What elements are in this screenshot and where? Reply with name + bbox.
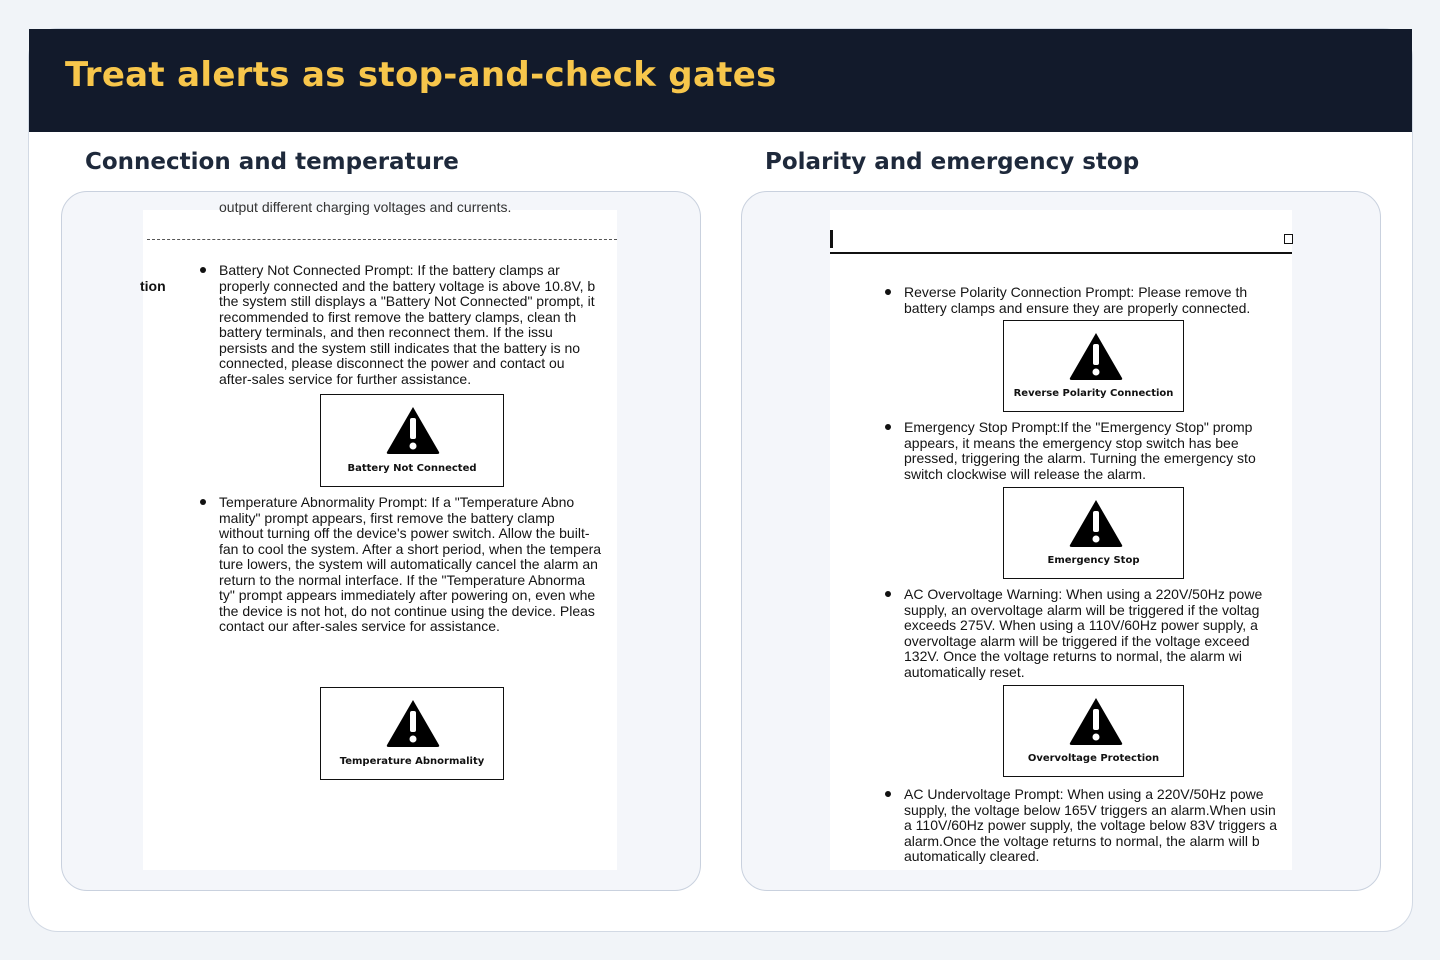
- alert-caption: Emergency Stop: [1047, 555, 1140, 566]
- dashed-divider: [147, 239, 617, 240]
- title-banner: [29, 29, 1412, 132]
- paragraph-line: AC Undervoltage Prompt: When using a 220V/50Hz powe: [904, 786, 1264, 802]
- slide-title: Treat alerts as stop-and-check gates: [65, 55, 777, 95]
- alert-caption: Temperature Abnormality: [339, 756, 485, 767]
- paragraph-line: the device is not hot, do not continue using the device. Pleas: [219, 602, 595, 619]
- paragraph-line: ture lowers, the system will automatically cancel the alarm an: [219, 556, 598, 572]
- paragraph-line: Emergency Stop Prompt:If the "Emergency Stop" promp: [904, 419, 1253, 435]
- header-mark: [830, 230, 833, 248]
- alert-caption: Overvoltage Protection: [1027, 753, 1160, 764]
- paragraph-line: without turning off the device's power switch. Allow the built-: [219, 525, 590, 541]
- ac-overvoltage-paragraph: [904, 587, 1262, 680]
- paragraph-line: AC Overvoltage Warning: When using a 220V/50Hz powe: [904, 586, 1263, 602]
- warning-triangle-icon: [1068, 498, 1124, 548]
- paragraph-line: appears, it means the emergency stop switch has bee: [904, 434, 1239, 451]
- paragraph-line: battery terminals, and then reconnect them. If the issu: [219, 324, 553, 340]
- right-manual-page: [830, 210, 1292, 870]
- warning-triangle-icon: [1068, 331, 1124, 381]
- bullet-dot: [885, 591, 891, 597]
- page-header-rule: [830, 252, 1292, 254]
- paragraph-line: Reverse Polarity Connection Prompt: Please remove th: [904, 284, 1248, 300]
- paragraph-line: overvoltage alarm will be triggered if the voltage exceed: [904, 632, 1250, 649]
- section-side-label: tion: [140, 278, 166, 294]
- paragraph-line: automatically reset.: [904, 663, 1025, 680]
- paragraph-line: switch clockwise will release the alarm.: [904, 465, 1146, 482]
- alert-temperature-abnormality: [320, 687, 504, 780]
- alert-caption: Reverse Polarity Connection: [1013, 388, 1174, 399]
- bullet-dot: [885, 424, 891, 430]
- right-document-panel: [741, 191, 1381, 891]
- paragraph-line: alarm.Once the voltage returns to normal, the alarm will b: [904, 832, 1260, 849]
- temperature-abnormality-paragraph: [219, 495, 601, 635]
- paragraph-line: properly connected and the battery voltage is above 10.8V, b: [219, 277, 596, 294]
- alert-caption: Battery Not Connected: [347, 463, 477, 474]
- paragraph-line: automatically cleared.: [904, 848, 1040, 864]
- slide-card: [28, 28, 1413, 932]
- paragraph-line: mality" prompt appears, first remove the battery clamp: [219, 509, 555, 526]
- paragraph-line: contact our after-sales service for assistance.: [219, 618, 500, 634]
- paragraph-line: fan to cool the system. After a short period, when the tempera: [219, 540, 602, 557]
- paragraph-line: battery clamps and ensure they are properly connected.: [904, 299, 1251, 316]
- paragraph-line: ty" prompt appears immediately after powering on, even whe: [219, 587, 596, 603]
- paragraph-line: the system still displays a "Battery Not Connected" prompt, it: [219, 293, 595, 309]
- bullet-dot: [200, 499, 206, 505]
- warning-triangle-icon: [385, 698, 441, 748]
- paragraph-line: connected, please disconnect the power and contact ou: [219, 355, 565, 371]
- right-column-title: Polarity and emergency stop: [765, 149, 1140, 175]
- reverse-polarity-paragraph: [904, 285, 1250, 316]
- paragraph-line: 132V. Once the voltage returns to normal, the alarm wi: [904, 648, 1242, 664]
- paragraph-line: after-sales service for further assistance.: [219, 370, 472, 387]
- header-book-icon: [1284, 234, 1293, 244]
- paragraph-line: Battery Not Connected Prompt: If the battery clamps ar: [219, 262, 560, 278]
- left-document-panel: [61, 191, 701, 891]
- left-column-title: Connection and temperature: [85, 149, 459, 175]
- left-manual-page: [140, 199, 617, 870]
- battery-not-connected-paragraph: [219, 263, 595, 387]
- bullet-dot: [885, 791, 891, 797]
- warning-triangle-icon: [385, 405, 441, 455]
- paragraph-line: recommended to first remove the battery clamps, clean th: [219, 308, 577, 325]
- alert-overvoltage-protection: [1003, 685, 1184, 777]
- paragraph-line: supply, the voltage below 165V triggers an alarm.When usin: [904, 801, 1276, 818]
- paragraph-line: a 110V/60Hz power supply, the voltage below 83V triggers a: [904, 817, 1278, 833]
- ac-undervoltage-paragraph: [904, 787, 1277, 865]
- paragraph-line: pressed, triggering the alarm. Turning the emergency sto: [904, 450, 1256, 466]
- alert-reverse-polarity: [1003, 320, 1184, 412]
- warning-triangle-icon: [1068, 696, 1124, 746]
- paragraph-line: persists and the system still indicates that the battery is no: [219, 339, 581, 356]
- paragraph-line: Temperature Abnormality Prompt: If a "Temperature Abno: [219, 494, 575, 510]
- alert-battery-not-connected: [320, 394, 504, 487]
- paragraph-line: return to the normal interface. If the "Temperature Abnorma: [219, 571, 586, 588]
- bullet-dot: [885, 289, 891, 295]
- bullet-dot: [200, 267, 206, 273]
- alert-emergency-stop: [1003, 487, 1184, 579]
- emergency-stop-paragraph: [904, 420, 1256, 482]
- cutoff-line: output different charging voltages and currents.: [219, 199, 512, 215]
- paragraph-line: supply, an overvoltage alarm will be triggered if the voltag: [904, 601, 1260, 618]
- paragraph-line: exceeds 275V. When using a 110V/60Hz power supply, a: [904, 617, 1258, 633]
